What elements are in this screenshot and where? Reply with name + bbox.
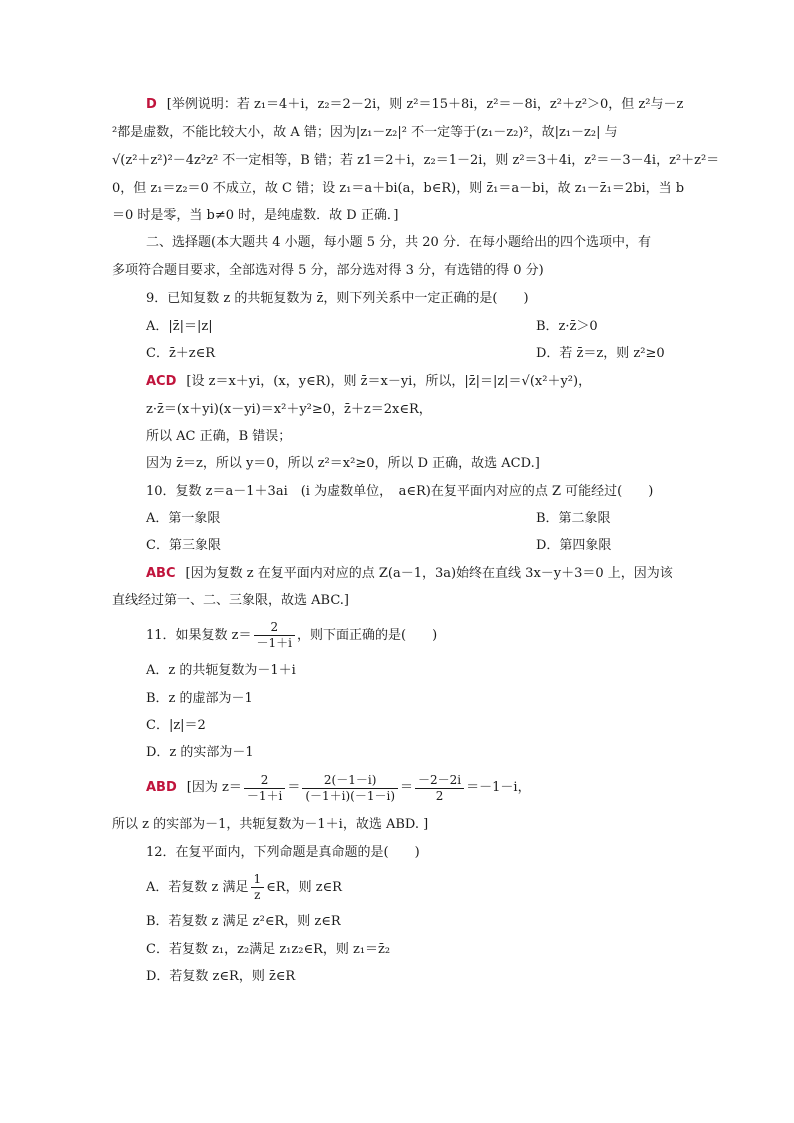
question-12-option-a: A．若复数 z 满足 $\frac{1}{z}$ ∈R，则 z∈R [146, 872, 342, 902]
option-a: A．|z̄|＝|z| [146, 319, 213, 334]
fraction: $\frac{2}{-1+i}$ [254, 620, 295, 651]
option-c: C．z̄＋z∈R [146, 346, 216, 361]
answer-label-11: ABD [146, 780, 177, 795]
question-12-option-d: D．若复数 z∈R，则 z̄∈R [146, 969, 296, 984]
question-9-options-row-2 [146, 343, 686, 365]
fraction: $\frac{1}{z}$ [251, 872, 265, 903]
option-b: B．z·z̄＞0 [536, 319, 598, 334]
answer-9-line-2: z·z̄＝(x＋yi)(x－yi)＝x²＋y²≥0，z̄＋z＝2x∈R， [146, 402, 432, 417]
option-c: C．第三象限 [146, 538, 221, 553]
question-11-option-b: B．z 的虚部为－1 [146, 691, 253, 706]
question-10-options-row-2 [146, 535, 686, 557]
option-d: D．第四象限 [536, 538, 612, 553]
question-10: 10．复数 z＝a－1＋3ai (i 为虚数单位， a∈R)在复平面内对应的点 Z 可能经过( ) [146, 484, 654, 499]
answer-10-line-2: 直线经过第一、二、三象限，故选 ABC.] [112, 593, 350, 608]
question-11-option-c: C．|z|＝2 [146, 718, 206, 733]
question-12-option-c: C．若复数 z₁，z₂满足 z₁z₂∈R，则 z₁＝z̄₂ [146, 942, 391, 957]
answer-label-9: ACD [146, 374, 177, 389]
answer-8-line-2: ²都是虚数，不能比较大小，故 A 错；因为|z₁－z₂|² 不一定等于(z₁－z₂)²，故|z₁－z₂| 与 [112, 125, 618, 140]
answer-8-line-4: 0，但 z₁＝z₂＝0 不成立，故 C 错；设 z₁＝a＋bi(a，b∈R)，则 z̄₁＝a－bi，故 z₁－z̄₁＝2bi，当 b [112, 181, 685, 196]
fraction: $\frac{-2-2i}{2}$ [415, 773, 464, 804]
question-11-option-a: A．z 的共轭复数为－1＋i [146, 663, 296, 678]
answer-11-line-1: ABD [因为 z＝ $\frac{2}{-1+i}$ ＝ $\frac{2(-1-i)}{(-1+i)(-1-i)}$ ＝ $\frac{-2-2i}{2}$ ＝－1－i， [146, 772, 531, 803]
question-11-option-d: D．z 的实部为－1 [146, 745, 254, 760]
answer-label-8: D [146, 97, 157, 112]
fraction: $\frac{2}{-1+i}$ [244, 773, 285, 804]
answer-8-line-1: D [举例说明：若 z₁＝4＋i，z₂＝2－2i，则 z²＝15＋8i，z²＝－8i，z²＋z²＞0，但 z²与－z [146, 97, 684, 112]
answer-8-line-3: √(z²＋z²)²－4z²z² 不一定相等，B 错；若 z1＝2＋i，z₂＝1－2i，则 z²＝3＋4i，z²＝－3－4i，z²＋z²＝ [112, 153, 720, 168]
question-12-option-b: B．若复数 z 满足 z²∈R，则 z∈R [146, 914, 341, 929]
answer-label-10: ABC [146, 566, 176, 581]
section-heading-1: 二、选择题(本大题共 4 小题，每小题 5 分，共 20 分．在每小题给出的四个选项中，有 [146, 235, 651, 250]
question-10-options-row-1 [146, 508, 686, 530]
question-11: 11．如果复数 z＝ $\frac{2}{-1+i}$ ，则下面正确的是( ) [146, 620, 438, 650]
option-a: A．第一象限 [146, 511, 221, 526]
answer-11-line-2: 所以 z 的实部为－1，共轭复数为－1＋i，故选 ABD. ] [112, 817, 429, 832]
answer-9-line-4: 因为 z̄＝z，所以 y＝0，所以 z²＝x²≥0，所以 D 正确，故选 ACD.] [146, 456, 540, 471]
fraction: $\frac{2(-1-i)}{(-1+i)(-1-i)}$ [302, 773, 398, 804]
option-d: D．若 z̄＝z，则 z²≥0 [536, 346, 665, 361]
answer-10-line-1: ABC [因为复数 z 在复平面内对应的点 Z(a－1，3a)始终在直线 3x－y＋3＝0 上，因为该 [146, 566, 673, 581]
answer-9-line-1: ACD [设 z＝x＋yi，(x，y∈R)，则 z̄＝x－yi，所以，|z̄|＝|z|＝√(x²＋y²)， [146, 374, 592, 389]
option-b: B．第二象限 [536, 511, 611, 526]
answer-8-line-5: ＝0 时是零，当 b≠0 时，是纯虚数．故 D 正确．] [112, 208, 399, 223]
question-12: 12．在复平面内，下列命题是真命题的是( ) [146, 845, 420, 860]
question-9-options-row-1 [146, 316, 686, 338]
section-heading-2: 多项符合题目要求，全部选对得 5 分，部分选对得 3 分，有选错的得 0 分) [112, 263, 544, 278]
answer-9-line-3: 所以 AC 正确，B 错误； [146, 429, 292, 444]
question-9: 9．已知复数 z 的共轭复数为 z̄，则下列关系中一定正确的是( ) [146, 291, 529, 306]
